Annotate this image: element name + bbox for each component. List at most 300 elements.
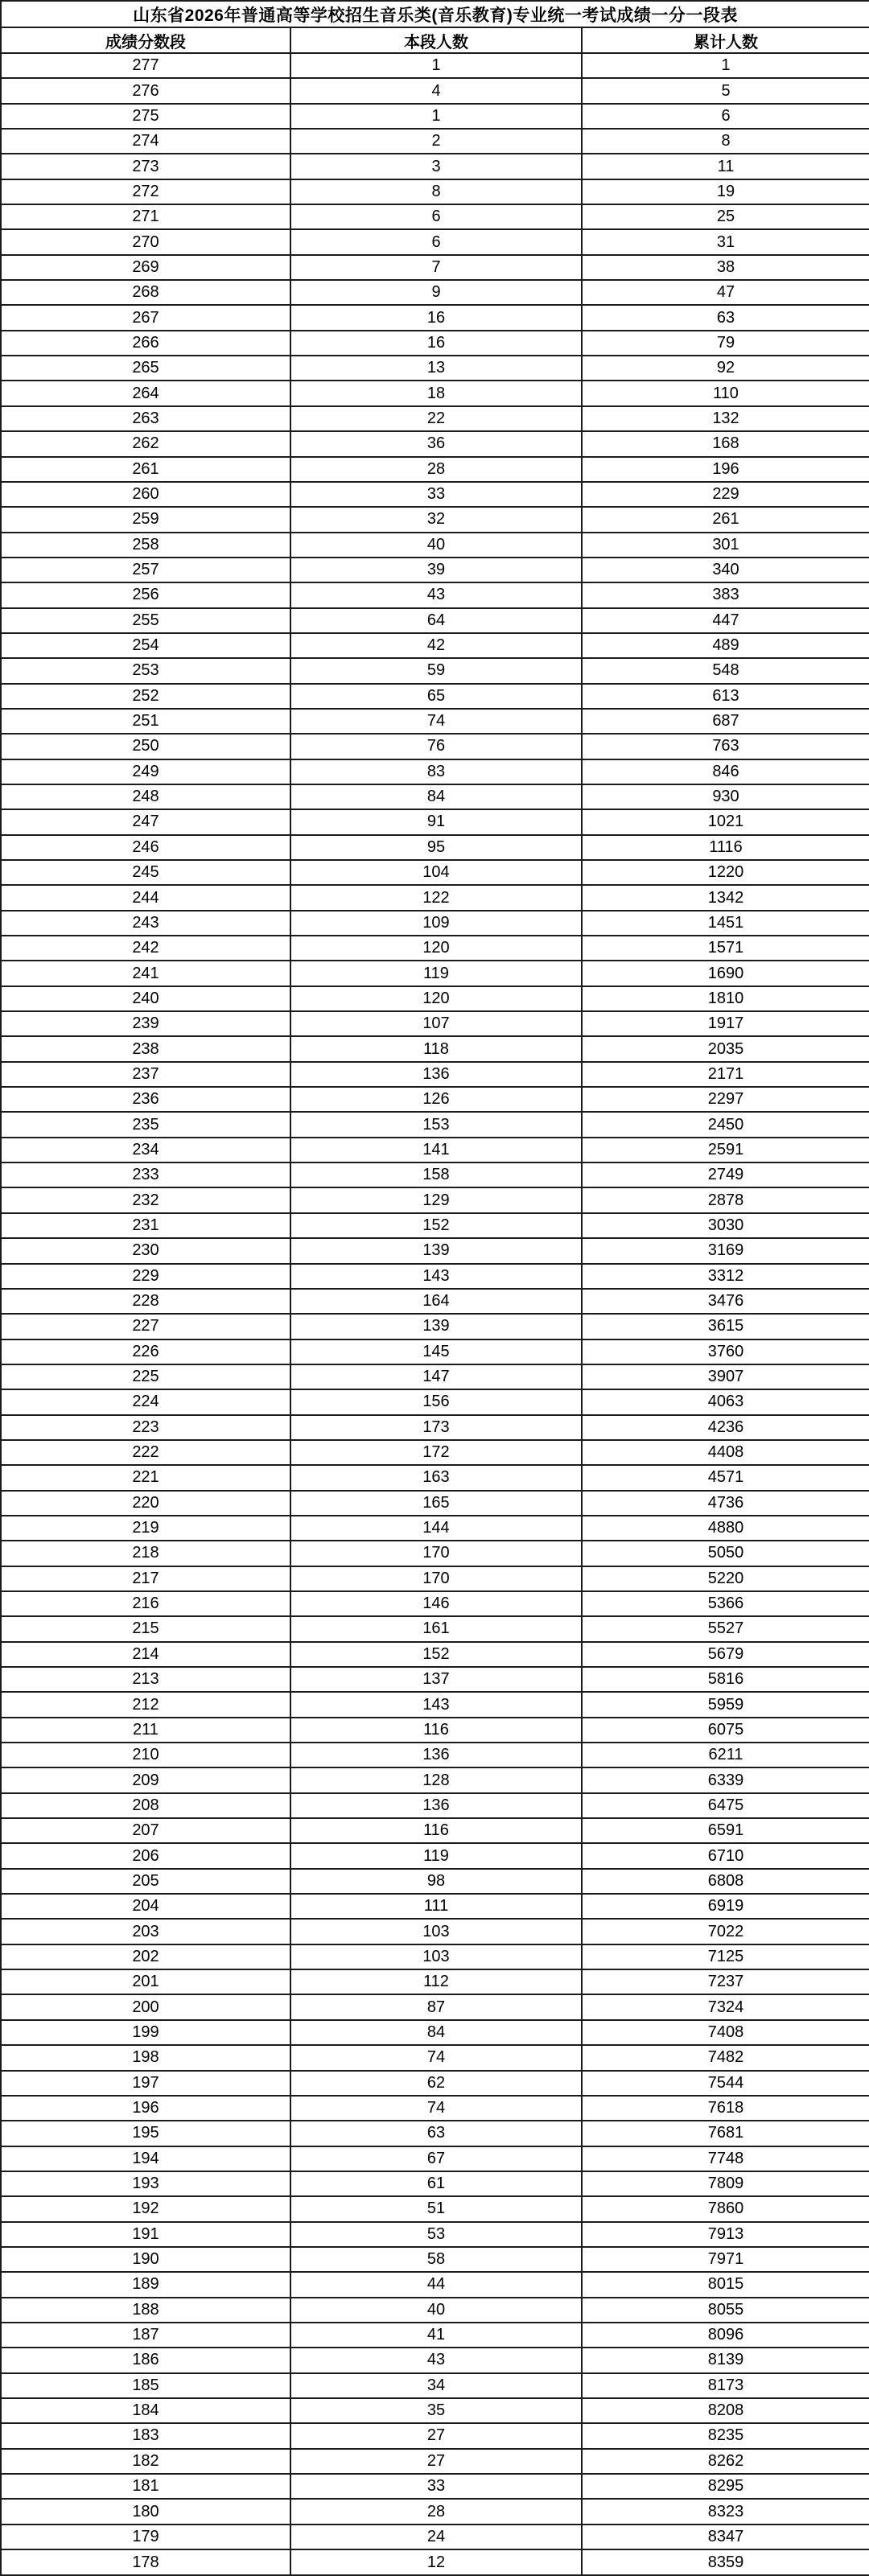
table-cell: 122: [290, 885, 582, 910]
table-row: [1, 533, 869, 558]
table-cell: 5816: [582, 1667, 869, 1692]
table-cell: 7971: [582, 2247, 869, 2272]
table-cell: 178: [1, 2549, 290, 2575]
table-cell: 28: [290, 457, 582, 482]
table-cell: 548: [582, 658, 869, 683]
table-cell: 92: [582, 356, 869, 381]
table-cell: 116: [290, 1818, 582, 1843]
table-cell: 8: [290, 179, 582, 204]
table-cell: 7860: [582, 2196, 869, 2221]
table-cell: 3476: [582, 1289, 869, 1314]
table-cell: 2297: [582, 1087, 869, 1112]
table-cell: 8323: [582, 2499, 869, 2524]
table-cell: 256: [1, 582, 290, 607]
table-row: [1, 2449, 869, 2474]
table-cell: 139: [290, 1314, 582, 1339]
table-cell: 3312: [582, 1264, 869, 1289]
table-cell: 65: [290, 684, 582, 709]
table-cell: 153: [290, 1112, 582, 1137]
table-cell: 229: [1, 1264, 290, 1289]
table-cell: 276: [1, 78, 290, 103]
table-row: [1, 582, 869, 607]
table-cell: 243: [1, 911, 290, 936]
table-cell: 199: [1, 2020, 290, 2045]
table-row: [1, 1491, 869, 1516]
table-cell: 7408: [582, 2020, 869, 2045]
table-cell: 187: [1, 2323, 290, 2348]
table-cell: 266: [1, 331, 290, 356]
table-row: [1, 1162, 869, 1187]
table-cell: 214: [1, 1642, 290, 1667]
table-cell: 216: [1, 1591, 290, 1616]
table-cell: 91: [290, 809, 582, 834]
table-cell: 226: [1, 1339, 290, 1364]
table-cell: 43: [290, 2348, 582, 2372]
table-cell: 11: [582, 154, 869, 179]
table-cell: 47: [582, 280, 869, 305]
table-cell: 8139: [582, 2348, 869, 2372]
table-cell: 8173: [582, 2373, 869, 2398]
table-body: [1, 53, 869, 2575]
table-row: [1, 1591, 869, 1616]
table-row: [1, 2045, 869, 2070]
table-cell: 119: [290, 1843, 582, 1868]
table-cell: 340: [582, 558, 869, 582]
table-cell: 103: [290, 1944, 582, 1969]
table-cell: 6211: [582, 1743, 869, 1767]
table-cell: 206: [1, 1843, 290, 1868]
table-row: [1, 1969, 869, 1994]
table-cell: 4063: [582, 1389, 869, 1414]
table-cell: 7681: [582, 2121, 869, 2146]
table-cell: 262: [1, 431, 290, 456]
table-cell: 7809: [582, 2171, 869, 2196]
table-cell: 1116: [582, 835, 869, 860]
table-cell: 7237: [582, 1969, 869, 1994]
table-cell: 193: [1, 2171, 290, 2196]
table-cell: 51: [290, 2196, 582, 2221]
table-cell: 196: [582, 457, 869, 482]
table-cell: 254: [1, 633, 290, 658]
table-cell: 251: [1, 709, 290, 734]
table-row: [1, 1339, 869, 1364]
table-cell: 217: [1, 1566, 290, 1591]
table-cell: 2749: [582, 1162, 869, 1187]
table-row: [1, 53, 869, 78]
table-cell: 2035: [582, 1036, 869, 1061]
table-cell: 16: [290, 305, 582, 330]
table-row: [1, 2525, 869, 2549]
table-cell: 1: [290, 53, 582, 78]
table-row: [1, 1843, 869, 1868]
table-cell: 141: [290, 1138, 582, 1162]
table-cell: 250: [1, 734, 290, 759]
table-cell: 13: [290, 356, 582, 381]
table-cell: 248: [1, 784, 290, 809]
table-row: [1, 2323, 869, 2348]
table-cell: 1571: [582, 936, 869, 961]
table-row: [1, 179, 869, 204]
table-row: [1, 936, 869, 961]
table-cell: 109: [290, 911, 582, 936]
table-row: [1, 507, 869, 532]
table-row: [1, 406, 869, 431]
table-cell: 83: [290, 759, 582, 784]
table-cell: 5050: [582, 1541, 869, 1566]
table-cell: 202: [1, 1944, 290, 1969]
table-cell: 40: [290, 2298, 582, 2323]
table-cell: 263: [1, 406, 290, 431]
table-cell: 201: [1, 1969, 290, 1994]
table-cell: 7748: [582, 2146, 869, 2171]
table-cell: 168: [582, 431, 869, 456]
table-cell: 687: [582, 709, 869, 734]
table-row: [1, 961, 869, 986]
table-cell: 8235: [582, 2423, 869, 2448]
table-cell: 27: [290, 2449, 582, 2474]
table-cell: 244: [1, 885, 290, 910]
table-cell: 19: [582, 179, 869, 204]
table-cell: 173: [290, 1415, 582, 1440]
table-row: [1, 2121, 869, 2146]
table-cell: 264: [1, 381, 290, 405]
table-cell: 74: [290, 2045, 582, 2070]
table-row: [1, 1541, 869, 1566]
table-cell: 242: [1, 936, 290, 961]
table-cell: 5: [582, 78, 869, 103]
table-cell: 172: [290, 1440, 582, 1465]
table-row: [1, 129, 869, 154]
table-cell: 301: [582, 533, 869, 558]
table-row: [1, 1767, 869, 1792]
table-cell: 222: [1, 1440, 290, 1465]
table-row: [1, 835, 869, 860]
table-cell: 239: [1, 1011, 290, 1036]
table-cell: 195: [1, 2121, 290, 2146]
table-cell: 42: [290, 633, 582, 658]
table-cell: 245: [1, 860, 290, 885]
table-cell: 235: [1, 1112, 290, 1137]
table-cell: 161: [290, 1616, 582, 1641]
table-cell: 84: [290, 784, 582, 809]
table-cell: 275: [1, 104, 290, 129]
table-cell: 58: [290, 2247, 582, 2272]
table-row: [1, 1440, 869, 1465]
table-cell: 28: [290, 2499, 582, 2524]
table-row: [1, 885, 869, 910]
table-row: [1, 2373, 869, 2398]
table-cell: 36: [290, 431, 582, 456]
table-cell: 137: [290, 1667, 582, 1692]
table-cell: 218: [1, 1541, 290, 1566]
table-cell: 197: [1, 2071, 290, 2096]
table-cell: 252: [1, 684, 290, 709]
table-row: [1, 255, 869, 280]
table-cell: 44: [290, 2272, 582, 2297]
table-cell: 3907: [582, 1364, 869, 1389]
table-cell: 255: [1, 608, 290, 633]
table-row: [1, 2222, 869, 2247]
table-cell: 268: [1, 280, 290, 305]
table-row: [1, 1994, 869, 2019]
table-cell: 205: [1, 1869, 290, 1894]
table-cell: 6808: [582, 1869, 869, 1894]
table-row: [1, 2171, 869, 2196]
column-header-cumulative-count: 累计人数: [582, 27, 869, 53]
table-cell: 240: [1, 986, 290, 1011]
table-cell: 194: [1, 2146, 290, 2171]
table-cell: 209: [1, 1767, 290, 1792]
table-cell: 136: [290, 1793, 582, 1818]
table-cell: 224: [1, 1389, 290, 1414]
table-row: [1, 1793, 869, 1818]
table-row: [1, 784, 869, 809]
table-cell: 6475: [582, 1793, 869, 1818]
column-header-segment-count: 本段人数: [290, 27, 582, 53]
table-row: [1, 431, 869, 456]
table-cell: 613: [582, 684, 869, 709]
table-cell: 2171: [582, 1062, 869, 1087]
table-cell: 4880: [582, 1516, 869, 1541]
table-row: [1, 1718, 869, 1743]
table-row: [1, 1187, 869, 1212]
table-cell: 3615: [582, 1314, 869, 1339]
table-cell: 152: [290, 1213, 582, 1238]
table-row: [1, 1112, 869, 1137]
table-cell: 183: [1, 2423, 290, 2448]
table-row: [1, 2146, 869, 2171]
table-cell: 7913: [582, 2222, 869, 2247]
table-cell: 62: [290, 2071, 582, 2096]
table-header-row: [1, 27, 869, 53]
table-cell: 119: [290, 961, 582, 986]
table-cell: 1021: [582, 809, 869, 834]
table-cell: 7125: [582, 1944, 869, 1969]
table-cell: 204: [1, 1894, 290, 1919]
table-cell: 7: [290, 255, 582, 280]
table-cell: 260: [1, 482, 290, 507]
table-cell: 229: [582, 482, 869, 507]
table-cell: 128: [290, 1767, 582, 1792]
table-row: [1, 658, 869, 683]
table-cell: 63: [582, 305, 869, 330]
table-row: [1, 911, 869, 936]
table-cell: 120: [290, 986, 582, 1011]
table-cell: 6: [290, 204, 582, 229]
table-cell: 38: [582, 255, 869, 280]
table-cell: 104: [290, 860, 582, 885]
table-cell: 143: [290, 1264, 582, 1289]
table-row: [1, 1213, 869, 1238]
table-cell: 112: [290, 1969, 582, 1994]
table-cell: 87: [290, 1994, 582, 2019]
table-cell: 230: [1, 1238, 290, 1263]
table-row: [1, 633, 869, 658]
table-cell: 5366: [582, 1591, 869, 1616]
table-cell: 3169: [582, 1238, 869, 1263]
table-cell: 489: [582, 633, 869, 658]
table-cell: 1: [582, 53, 869, 78]
table-row: [1, 2071, 869, 2096]
table-cell: 261: [582, 507, 869, 532]
table-row: [1, 457, 869, 482]
table-cell: 110: [582, 381, 869, 405]
table-row: [1, 2423, 869, 2448]
table-cell: 63: [290, 2121, 582, 2146]
table-cell: 32: [290, 507, 582, 532]
table-cell: 1451: [582, 911, 869, 936]
table-row: [1, 1919, 869, 1944]
table-cell: 223: [1, 1415, 290, 1440]
table-cell: 95: [290, 835, 582, 860]
table-cell: 5527: [582, 1616, 869, 1641]
table-cell: 143: [290, 1692, 582, 1717]
table-cell: 8: [582, 129, 869, 154]
table-cell: 447: [582, 608, 869, 633]
table-cell: 2878: [582, 1187, 869, 1212]
table-row: [1, 2474, 869, 2499]
table-cell: 198: [1, 2045, 290, 2070]
table-row: [1, 2096, 869, 2121]
table-cell: 269: [1, 255, 290, 280]
table-cell: 212: [1, 1692, 290, 1717]
table-row: [1, 2398, 869, 2423]
table-cell: 8295: [582, 2474, 869, 2499]
table-row: [1, 860, 869, 885]
table-cell: 181: [1, 2474, 290, 2499]
table-cell: 4: [290, 78, 582, 103]
table-cell: 6591: [582, 1818, 869, 1843]
table-cell: 4236: [582, 1415, 869, 1440]
table-row: [1, 1692, 869, 1717]
table-cell: 203: [1, 1919, 290, 1944]
table-row: [1, 2348, 869, 2372]
table-cell: 186: [1, 2348, 290, 2372]
table-row: [1, 734, 869, 759]
table-row: [1, 2499, 869, 2524]
table-cell: 185: [1, 2373, 290, 2398]
table-cell: 33: [290, 2474, 582, 2499]
table-cell: 43: [290, 582, 582, 607]
table-cell: 8208: [582, 2398, 869, 2423]
table-row: [1, 2298, 869, 2323]
table-cell: 259: [1, 507, 290, 532]
table-cell: 225: [1, 1364, 290, 1389]
table-cell: 163: [290, 1465, 582, 1490]
table-row: [1, 1264, 869, 1289]
table-cell: 165: [290, 1491, 582, 1516]
table-cell: 1917: [582, 1011, 869, 1036]
table-row: [1, 331, 869, 356]
table-cell: 3030: [582, 1213, 869, 1238]
table-cell: 129: [290, 1187, 582, 1212]
table-cell: 270: [1, 229, 290, 254]
table-cell: 7482: [582, 2045, 869, 2070]
table-cell: 215: [1, 1616, 290, 1641]
column-header-score-range: 成绩分数段: [1, 27, 290, 53]
table-cell: 257: [1, 558, 290, 582]
table-cell: 200: [1, 1994, 290, 2019]
table-row: [1, 986, 869, 1011]
table-cell: 5220: [582, 1566, 869, 1591]
table-cell: 1: [290, 104, 582, 129]
table-row: [1, 305, 869, 330]
table-cell: 221: [1, 1465, 290, 1490]
table-cell: 147: [290, 1364, 582, 1389]
table-row: [1, 2272, 869, 2297]
table-cell: 2591: [582, 1138, 869, 1162]
table-row: [1, 1616, 869, 1641]
table-cell: 7022: [582, 1919, 869, 1944]
table-cell: 8015: [582, 2272, 869, 2297]
table-row: [1, 381, 869, 405]
table-cell: 208: [1, 1793, 290, 1818]
table-cell: 118: [290, 1036, 582, 1061]
table-row: [1, 608, 869, 633]
table-row: [1, 104, 869, 129]
table-title-row: [1, 1, 869, 27]
table-cell: 196: [1, 2096, 290, 2121]
table-cell: 107: [290, 1011, 582, 1036]
table-cell: 84: [290, 2020, 582, 2045]
table-row: [1, 1415, 869, 1440]
table-row: [1, 229, 869, 254]
table-cell: 180: [1, 2499, 290, 2524]
table-row: [1, 1011, 869, 1036]
table-cell: 9: [290, 280, 582, 305]
table-cell: 1342: [582, 885, 869, 910]
table-cell: 258: [1, 533, 290, 558]
table-cell: 25: [582, 204, 869, 229]
table-cell: 233: [1, 1162, 290, 1187]
table-cell: 207: [1, 1818, 290, 1843]
table-cell: 158: [290, 1162, 582, 1187]
table-cell: 191: [1, 2222, 290, 2247]
table-cell: 27: [290, 2423, 582, 2448]
table-cell: 33: [290, 482, 582, 507]
table-row: [1, 2020, 869, 2045]
table-cell: 79: [582, 331, 869, 356]
table-cell: 232: [1, 1187, 290, 1212]
table-cell: 277: [1, 53, 290, 78]
table-cell: 184: [1, 2398, 290, 2423]
table-row: [1, 1138, 869, 1162]
table-cell: 6: [290, 229, 582, 254]
table-cell: 145: [290, 1339, 582, 1364]
table-cell: 930: [582, 784, 869, 809]
table-cell: 383: [582, 582, 869, 607]
table-cell: 249: [1, 759, 290, 784]
table-cell: 126: [290, 1087, 582, 1112]
table-cell: 59: [290, 658, 582, 683]
table-row: [1, 2549, 869, 2575]
table-cell: 35: [290, 2398, 582, 2423]
table-cell: 8347: [582, 2525, 869, 2549]
table-cell: 39: [290, 558, 582, 582]
table-cell: 7618: [582, 2096, 869, 2121]
table-cell: 4408: [582, 1440, 869, 1465]
table-row: [1, 78, 869, 103]
table-row: [1, 1667, 869, 1692]
table-cell: 156: [290, 1389, 582, 1414]
table-cell: 247: [1, 809, 290, 834]
table-cell: 41: [290, 2323, 582, 2348]
table-cell: 6075: [582, 1718, 869, 1743]
table-row: [1, 204, 869, 229]
table-cell: 139: [290, 1238, 582, 1263]
table-cell: 213: [1, 1667, 290, 1692]
table-row: [1, 482, 869, 507]
